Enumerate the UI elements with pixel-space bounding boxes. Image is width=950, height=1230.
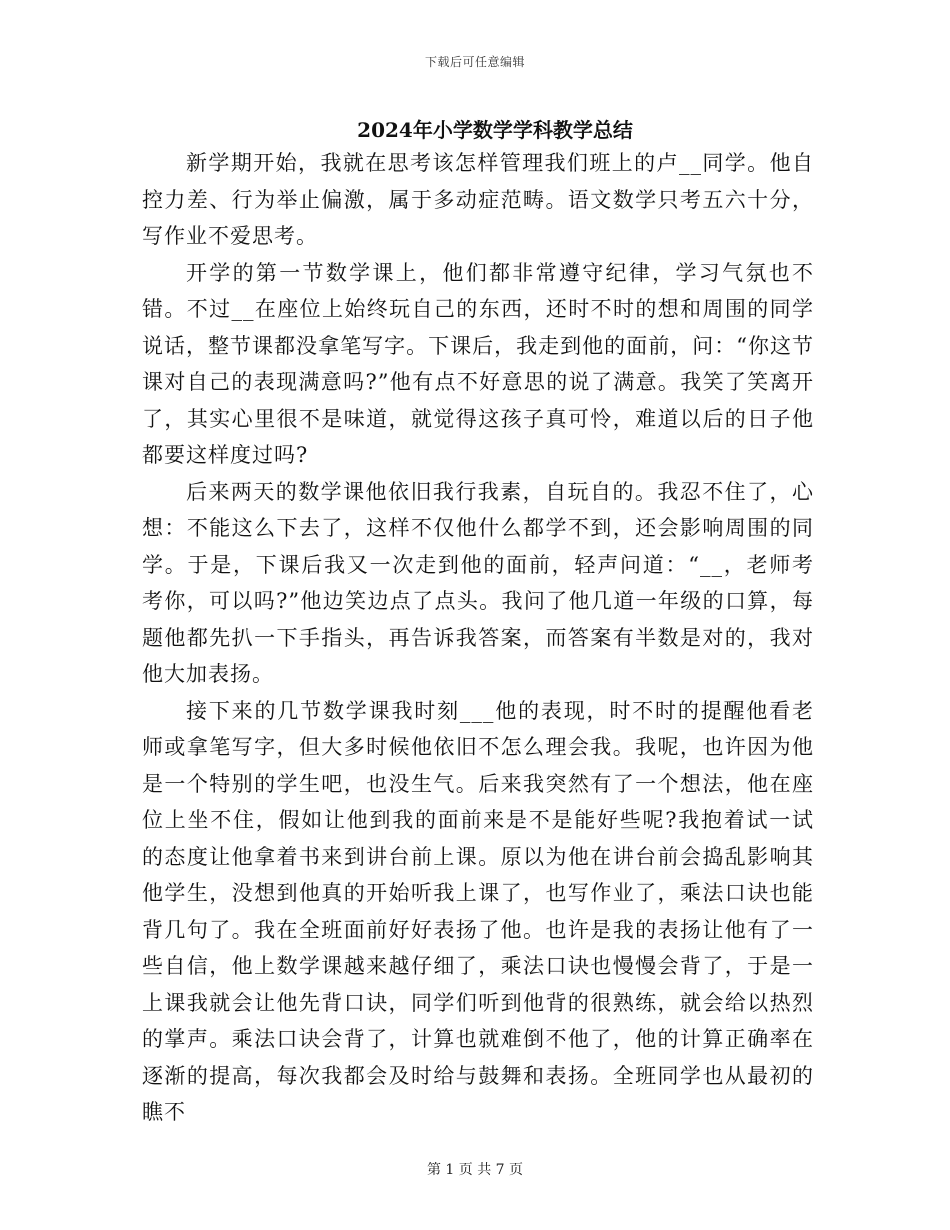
page-number: 第 1 页 共 7 页: [426, 1162, 524, 1178]
document-title: 2024年小学数学学科教学总结: [357, 118, 633, 142]
paragraph-2: 开学的第一节数学课上，他们都非常遵守纪律，学习气氛也不错。不过__在座位上始终玩自己的东西，还时不时的想和周围的同学说话，整节课都没拿笔写字。下课后，我走到他的面前，问：“你这节课对自己的表现满意吗?”他有点不好意思的说了满意。我笑了笑离开了，其实心里很不是味道，就觉得这孩子真可怜，难道以后的日子他都要这样度过吗?: [142, 260, 814, 467]
page-header-note: 下载后可任意编辑: [424, 55, 525, 69]
paragraph-1: 新学期开始，我就在思考该怎样管理我们班上的卢__同学。他自控力差、行为举止偏激，属于多动症范畴。语文数学只考五六十分，写作业不爱思考。: [142, 151, 814, 248]
document-body: [142, 145, 814, 1131]
paragraph-3: 后来两天的数学课他依旧我行我素，自玩自的。我忍不住了，心想：不能这么下去了，这样不仅他什么都学不到，还会影响周围的同学。于是，下课后我又一次走到他的面前，轻声问道：“__，老师考考你，可以吗?”他边笑边点了点头。我问了他几道一年级的口算，每题他都先扒一下手指头，再告诉我答案，而答案有半数是对的，我对他大加表扬。: [142, 479, 814, 686]
paragraph-4: 接下来的几节数学课我时刻___他的表现，时不时的提醒他看老师或拿笔写字，但大多时候他依旧不怎么理会我。我呢，也许因为他是一个特别的学生吧，也没生气。后来我突然有了一个想法，他在座位上坐不住，假如让他到我的面前来是不是能好些呢?我抱着试一试的态度让他拿着书来到讲台前上课。原以为他在讲台前会捣乱影响其他学生，没想到他真的开始听我上课了，也写作业了，乘法口诀也能背几句了。我在全班面前好好表扬了他。也许是我的表扬让他有了一些自信，他上数学课越来越仔细了，乘法口诀也慢慢会背了，于是一上课我就会让他先背口诀，同学们听到他背的很熟练，就会给以热烈的掌声。乘法口诀会背了，计算也就难倒不他了，他的计算正确率在逐渐的提高，每次我都会及时给与鼓舞和表扬。全班同学也从最初的瞧不: [142, 698, 814, 1124]
